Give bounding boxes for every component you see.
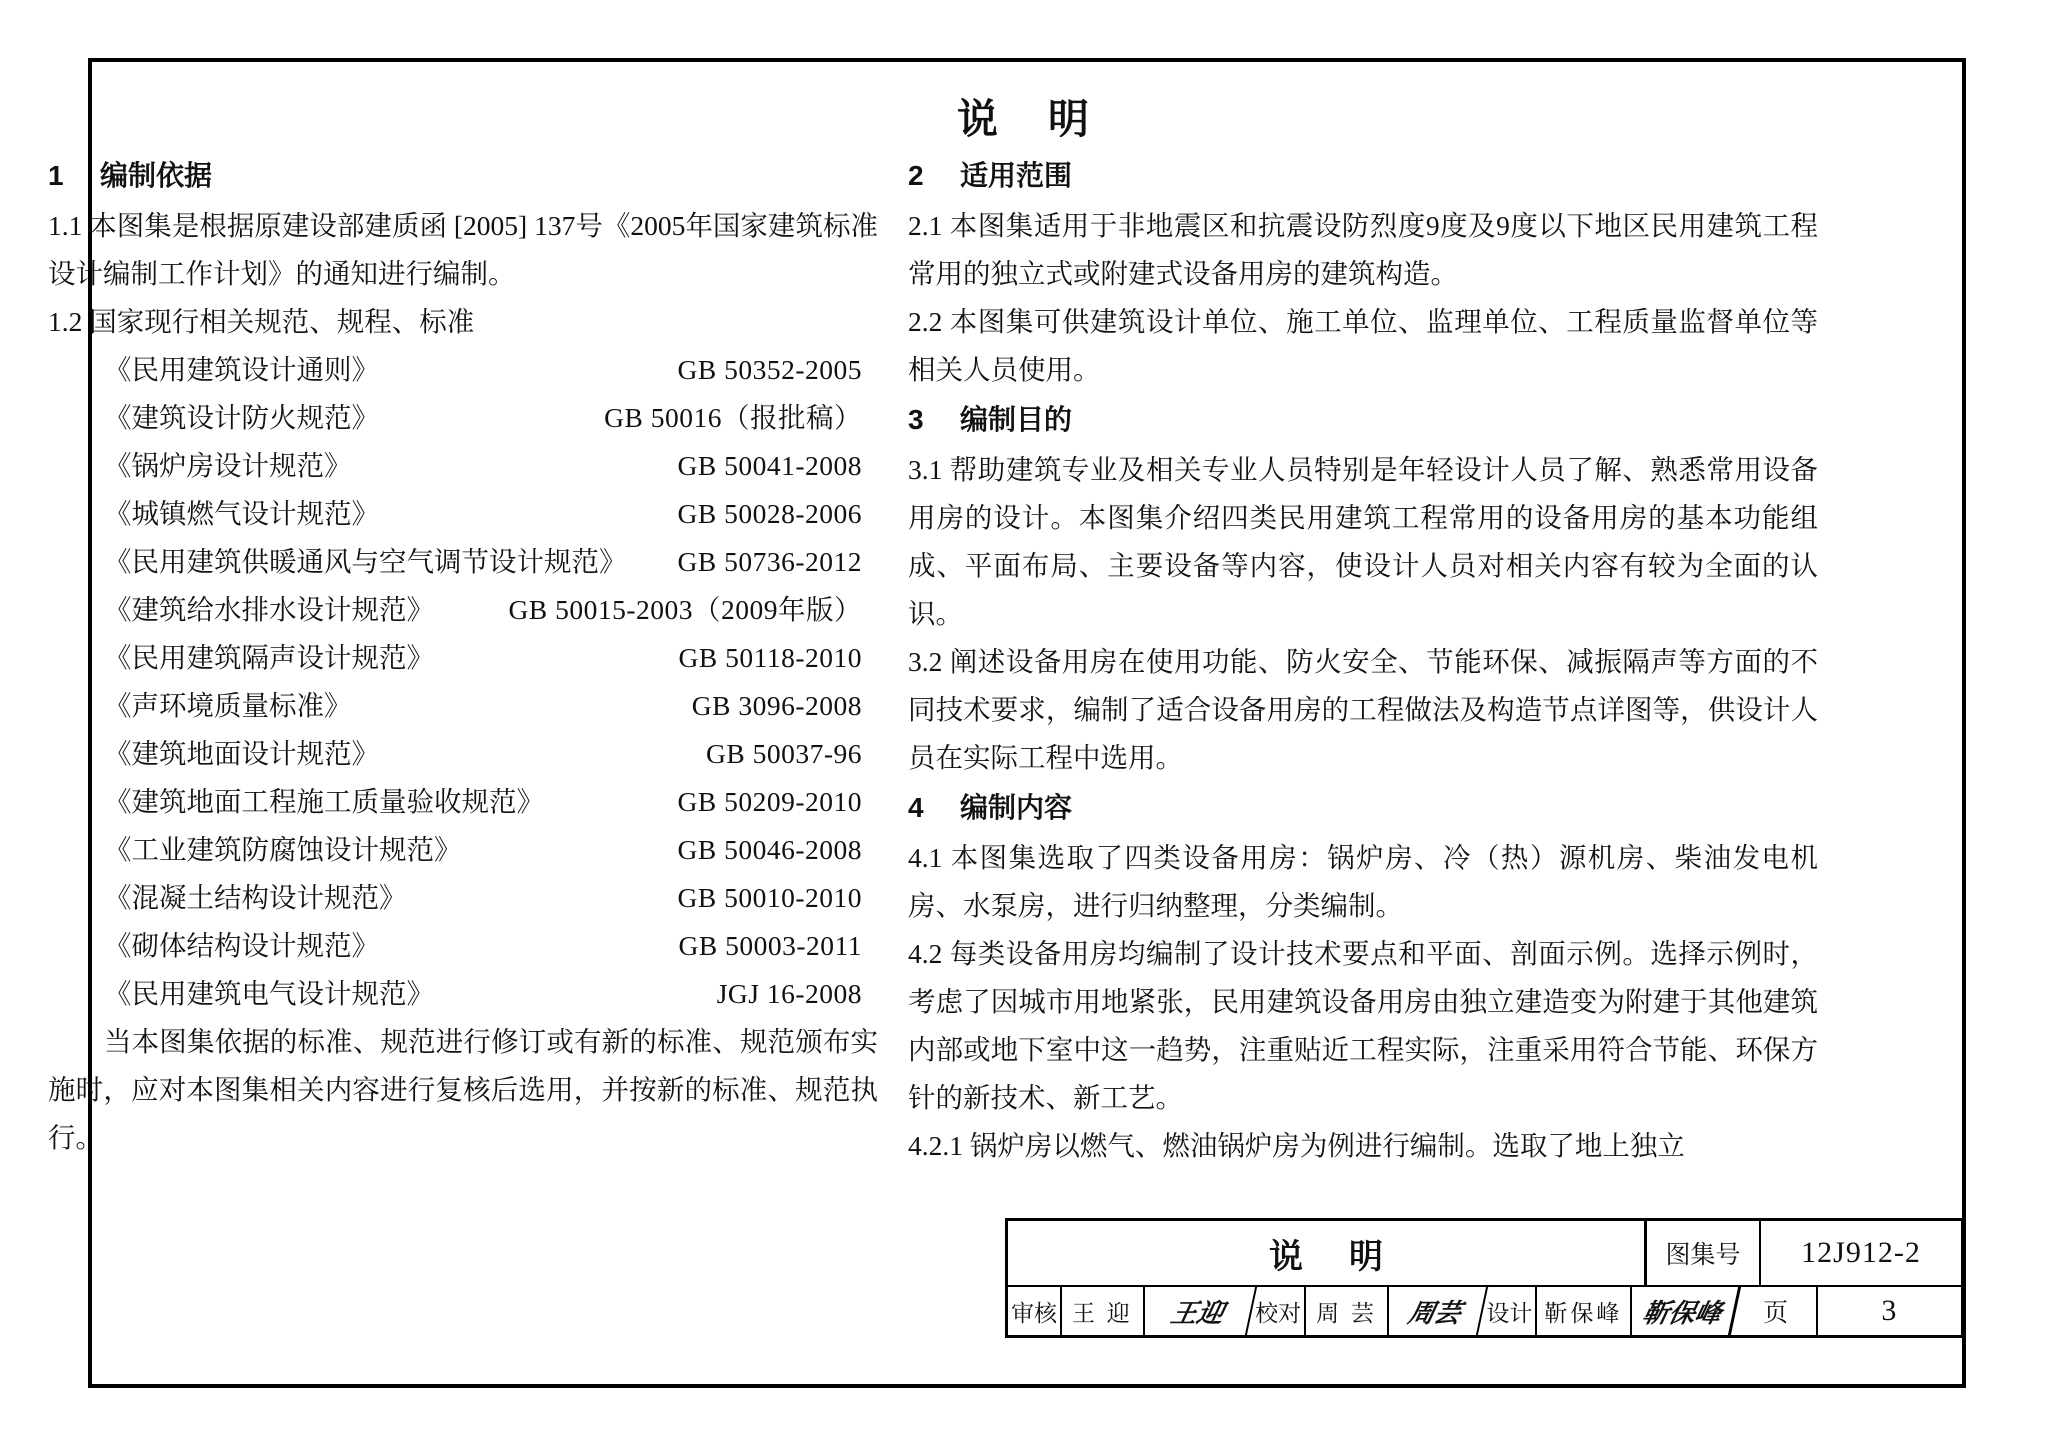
- standard-code: GB 50016（报批稿）: [604, 402, 862, 433]
- standard-name: 《城镇燃气设计规范》: [104, 498, 379, 529]
- standard-row: [48, 586, 878, 634]
- standard-code: GB 50041-2008: [677, 450, 862, 481]
- standard-code: GB 50209-2010: [677, 786, 862, 817]
- designer-name: 靳保峰: [1537, 1287, 1631, 1335]
- standard-code: GB 50352-2005: [677, 354, 862, 385]
- reviewer-signature: 王迎: [1140, 1287, 1258, 1335]
- section-heading-4: [908, 784, 1818, 832]
- paragraph-1-closing: 当本图集依据的标准、规范进行修订或有新的标准、规范颁布实施时，应对本图集相关内容进行复核后选用，并按新的标准、规范执行。: [48, 1026, 878, 1153]
- atlas-number-value: 12J912-2: [1801, 1236, 1921, 1269]
- standard-name: 《民用建筑隔声设计规范》: [104, 642, 434, 673]
- designer-role-label: 设计: [1483, 1287, 1537, 1335]
- paragraph-3-2: 3.2 阐述设备用房在使用功能、防火安全、节能环保、减振隔声等方面的不同技术要求，编制了适合设备用房的工程做法及构造节点详图等，供设计人员在实际工程中选用。: [908, 646, 1818, 773]
- section-number-1: 1: [48, 160, 64, 191]
- standard-code: JGJ 16-2008: [716, 978, 862, 1009]
- standard-code: GB 50118-2010: [678, 642, 862, 673]
- standard-code: GB 50028-2006: [677, 498, 862, 529]
- left-text-column: [48, 150, 878, 1162]
- section-title-1: 编制依据: [100, 160, 213, 191]
- standard-row: [48, 634, 878, 682]
- section-heading-3: [908, 396, 1818, 444]
- paragraph-2-2: 2.2 本图集可供建筑设计单位、施工单位、监理单位、工程质量监督单位等相关人员使用。: [908, 306, 1818, 385]
- standard-name: 《建筑设计防火规范》: [104, 402, 379, 433]
- section-heading-1: [48, 152, 878, 200]
- standard-name: 《砌体结构设计规范》: [104, 930, 379, 961]
- standard-name: 《声环境质量标准》: [104, 690, 352, 721]
- title-block-sheet-title: [1008, 1221, 1647, 1285]
- page-title-char-2: 明: [1048, 96, 1091, 142]
- section-number-4: 4: [908, 792, 924, 823]
- standard-code: GB 50015-2003（2009年版）: [508, 594, 862, 625]
- title-block-title-char-2: 明: [1349, 1237, 1383, 1276]
- reviewer-role-label: 审核: [1008, 1287, 1062, 1335]
- paragraph-3-1: 3.1 帮助建筑专业及相关专业人员特别是年轻设计人员了解、熟悉常用设备用房的设计。本图集介绍四类民用建筑工程常用的设备用房的基本功能组成、平面布局、主要设备等内容，使设计人员对相关内容有较为全面的认识。: [908, 454, 1818, 629]
- standard-code: GB 50046-2008: [677, 834, 862, 865]
- standard-name: 《建筑地面设计规范》: [104, 738, 379, 769]
- section-heading-2: [908, 152, 1818, 200]
- standard-row: [48, 538, 878, 586]
- title-block-upper-row: [1008, 1221, 1961, 1287]
- standard-row: [48, 490, 878, 538]
- title-block-lower-row: [1008, 1287, 1961, 1335]
- page-title: [0, 86, 2048, 145]
- standard-name: 《民用建筑设计通则》: [104, 354, 379, 385]
- standard-name: 《建筑给水排水设计规范》: [104, 594, 434, 625]
- standard-name: 《工业建筑防腐蚀设计规范》: [104, 834, 462, 865]
- standard-code: GB 50736-2012: [677, 546, 862, 577]
- section-title-3: 编制目的: [960, 404, 1073, 435]
- page-title-char-1: 说: [957, 96, 1000, 142]
- page-number-value: 3: [1881, 1294, 1898, 1327]
- paragraph-1-2-title: 1.2 国家现行相关规范、规程、标准: [48, 306, 475, 337]
- standard-row: [48, 970, 878, 1018]
- standard-name: 《锅炉房设计规范》: [104, 450, 352, 481]
- paragraph-4-1: 4.1 本图集选取了四类设备用房：锅炉房、冷（热）源机房、柴油发电机房、水泵房，进行归纳整理，分类编制。: [908, 842, 1818, 921]
- standard-code: GB 50010-2010: [677, 882, 862, 913]
- paragraph-2-1: 2.1 本图集适用于非地震区和抗震设防烈度9度及9度以下地区民用建筑工程常用的独立式或附建式设备用房的建筑构造。: [908, 210, 1818, 289]
- section-number-3: 3: [908, 404, 924, 435]
- standard-row: [48, 778, 878, 826]
- atlas-number-label: 图集号: [1647, 1221, 1761, 1285]
- paragraph-4-2-1: 4.2.1 锅炉房以燃气、燃油锅炉房为例进行编制。选取了地上独立: [908, 1130, 1685, 1161]
- title-block: [1005, 1218, 1964, 1338]
- checker-role-label: 校对: [1252, 1287, 1306, 1335]
- standard-code: GB 50003-2011: [678, 930, 862, 961]
- section-title-2: 适用范围: [960, 160, 1073, 191]
- standard-row: [48, 826, 878, 874]
- standard-row: [48, 730, 878, 778]
- section-number-2: 2: [908, 160, 924, 191]
- page-number-label: 页: [1736, 1287, 1818, 1335]
- paragraph-4-2: 4.2 每类设备用房均编制了设计技术要点和平面、剖面示例。选择示例时，考虑了因城市用地紧张，民用建筑设备用房由独立建造变为附建于其他建筑内部或地下室中这一趋势，注重贴近工程实际，注重采用符合节能、环保方针的新技术、新工艺。: [908, 938, 1818, 1113]
- standard-row: [48, 394, 878, 442]
- standard-row: [48, 346, 878, 394]
- title-block-title-char-1: 说: [1269, 1237, 1303, 1276]
- standard-row: [48, 682, 878, 730]
- designer-signature: 靳保峰: [1626, 1287, 1740, 1335]
- standard-name: 《混凝土结构设计规范》: [104, 882, 407, 913]
- standard-code: GB 3096-2008: [691, 690, 862, 721]
- standard-row: [48, 442, 878, 490]
- standard-name: 《建筑地面工程施工质量验收规范》: [104, 786, 544, 817]
- paragraph-1-1: 1.1 本图集是根据原建设部建质函 [2005] 137号《2005年国家建筑标准设计编制工作计划》的通知进行编制。: [48, 210, 878, 289]
- standards-list: [48, 346, 878, 1018]
- checker-name: 周 芸: [1306, 1287, 1389, 1335]
- reviewer-name: 王 迎: [1062, 1287, 1145, 1335]
- standard-code: GB 50037-96: [706, 738, 862, 769]
- checker-signature: 周芸: [1384, 1287, 1489, 1335]
- standard-row: [48, 874, 878, 922]
- standard-name: 《民用建筑电气设计规范》: [104, 978, 434, 1009]
- right-text-column: [908, 150, 1818, 1170]
- section-title-4: 编制内容: [960, 792, 1073, 823]
- standard-row: [48, 922, 878, 970]
- standard-name: 《民用建筑供暖通风与空气调节设计规范》: [104, 546, 627, 577]
